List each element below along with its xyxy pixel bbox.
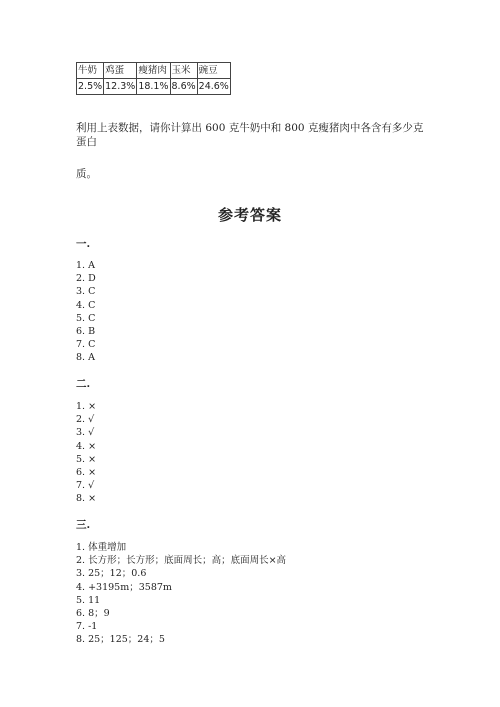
list-item: 8. 25；125；24；5 [76, 634, 165, 646]
list-item: 3. C [76, 286, 96, 298]
list-item: 1. 体重增加 [76, 542, 127, 553]
list-item: 4. +3195m；3587m [76, 581, 172, 593]
list-item: 2. √ [76, 414, 95, 426]
list-item: 7. C [76, 339, 96, 351]
answer-list [76, 541, 286, 647]
answer-list [76, 259, 96, 365]
list-item: 4. × [76, 440, 97, 452]
protein-table [76, 62, 231, 95]
table-cell: 2.5% [77, 79, 104, 95]
question-text-continued: 质。 [76, 168, 97, 180]
table-cell: 24.6% [197, 79, 230, 95]
table-header-cell: 瘦猪肉 [137, 63, 170, 79]
list-item: 6. B [76, 326, 96, 338]
table-cell: 8.6% [170, 79, 197, 95]
list-item: 1. × [76, 401, 97, 412]
table-header-row [77, 63, 231, 79]
list-item: 8. × [76, 493, 97, 505]
answer-list [76, 400, 96, 506]
answers-title: 参考答案 [217, 206, 282, 224]
list-item: 3. 25；12；0.6 [76, 568, 147, 580]
table-row [77, 79, 231, 95]
section-heading: 三. [76, 519, 91, 531]
list-item: 5. × [76, 453, 97, 465]
list-item: 2. 长方形；长方形；底面周长；高；底面周长×高 [76, 555, 287, 567]
table-cell: 18.1% [137, 79, 170, 95]
section-heading: 二. [76, 378, 91, 390]
list-item: 5. 11 [76, 594, 101, 606]
table-header-cell: 牛奶 [77, 63, 104, 79]
list-item: 4. C [76, 299, 96, 311]
list-item: 6. 8；9 [76, 608, 110, 620]
table-header-cell: 玉米 [170, 63, 197, 79]
list-item: 8. A [76, 352, 95, 364]
list-item: 1. A [76, 260, 95, 271]
table-header-cell: 鸡蛋 [104, 63, 137, 79]
question-text: 利用上表数据，请你计算出 600 克牛奶中和 800 克瘦猪肉中各含有多少克蛋白 [76, 122, 424, 148]
table-header-cell: 豌豆 [197, 63, 230, 79]
list-item: 6. × [76, 467, 97, 479]
list-item: 2. D [76, 273, 96, 285]
table-cell: 12.3% [104, 79, 137, 95]
list-item: 5. C [76, 312, 96, 324]
list-item: 3. √ [76, 427, 95, 439]
list-item: 7. √ [76, 480, 95, 492]
list-item: 7. -1 [76, 621, 98, 633]
section-heading: 一. [76, 238, 91, 250]
